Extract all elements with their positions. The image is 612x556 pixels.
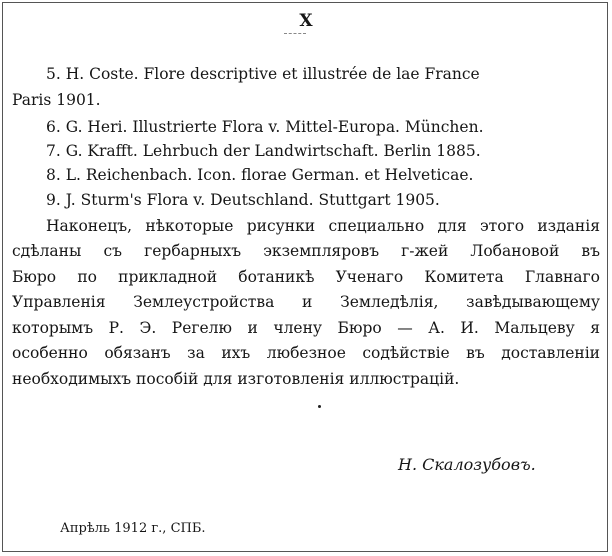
paragraph-line: сдѣланы съ гербарныхъ экземпляровъ г-жей Лобановой въ bbox=[12, 242, 600, 260]
reference-9 bbox=[46, 190, 440, 210]
reference-text: G. Heri. Illustrierte Flora v. Mittel-Europa. München. bbox=[65, 118, 484, 136]
print-speck bbox=[318, 405, 321, 408]
paragraph-line: Бюро по прикладной ботаникѣ Ученаго Комитета Главнаго bbox=[12, 268, 600, 286]
reference-number: 7. bbox=[46, 142, 61, 160]
reference-text: H. Coste. Flore descriptive et illustrée de lae France bbox=[65, 65, 480, 83]
reference-text: L. Reichenbach. Icon. florae German. et Helveticae. bbox=[65, 166, 474, 184]
paragraph-line: Наконецъ, нѣкоторые рисунки специально для этого изданія bbox=[46, 217, 600, 235]
reference-7 bbox=[46, 141, 481, 161]
reference-number: 5. bbox=[46, 65, 61, 83]
paragraph-line-last: необходимыхъ пособій для изготовленія иллюстрацій. bbox=[12, 370, 460, 388]
date-place: Апрѣль 1912 г., СПБ. bbox=[60, 521, 206, 536]
paragraph-line: Управленія Землеустройства и Земледѣлія, завѣдывающему bbox=[12, 293, 600, 311]
page-number-rule bbox=[284, 33, 306, 34]
reference-number: 8. bbox=[46, 166, 61, 184]
author-signature: Н. Скалозубовъ. bbox=[398, 455, 536, 474]
reference-number: 9. bbox=[46, 191, 61, 209]
page-number: X bbox=[299, 11, 313, 31]
reference-text: J. Sturm's Flora v. Deutschland. Stuttgart 1905. bbox=[65, 191, 440, 209]
reference-5-continuation: Paris 1901. bbox=[12, 91, 101, 109]
reference-number: 6. bbox=[46, 118, 61, 136]
reference-text: G. Krafft. Lehrbuch der Landwirtschaft. Berlin 1885. bbox=[65, 142, 481, 160]
paragraph-line: особенно обязанъ за ихъ любезное содѣйствіе въ доставленіи bbox=[12, 344, 600, 362]
reference-8 bbox=[46, 165, 473, 185]
reference-5 bbox=[46, 64, 480, 84]
reference-6 bbox=[46, 117, 484, 137]
paragraph-line: которымъ Р. Э. Регелю и члену Бюро — А. И. Мальцеву я bbox=[12, 319, 600, 337]
